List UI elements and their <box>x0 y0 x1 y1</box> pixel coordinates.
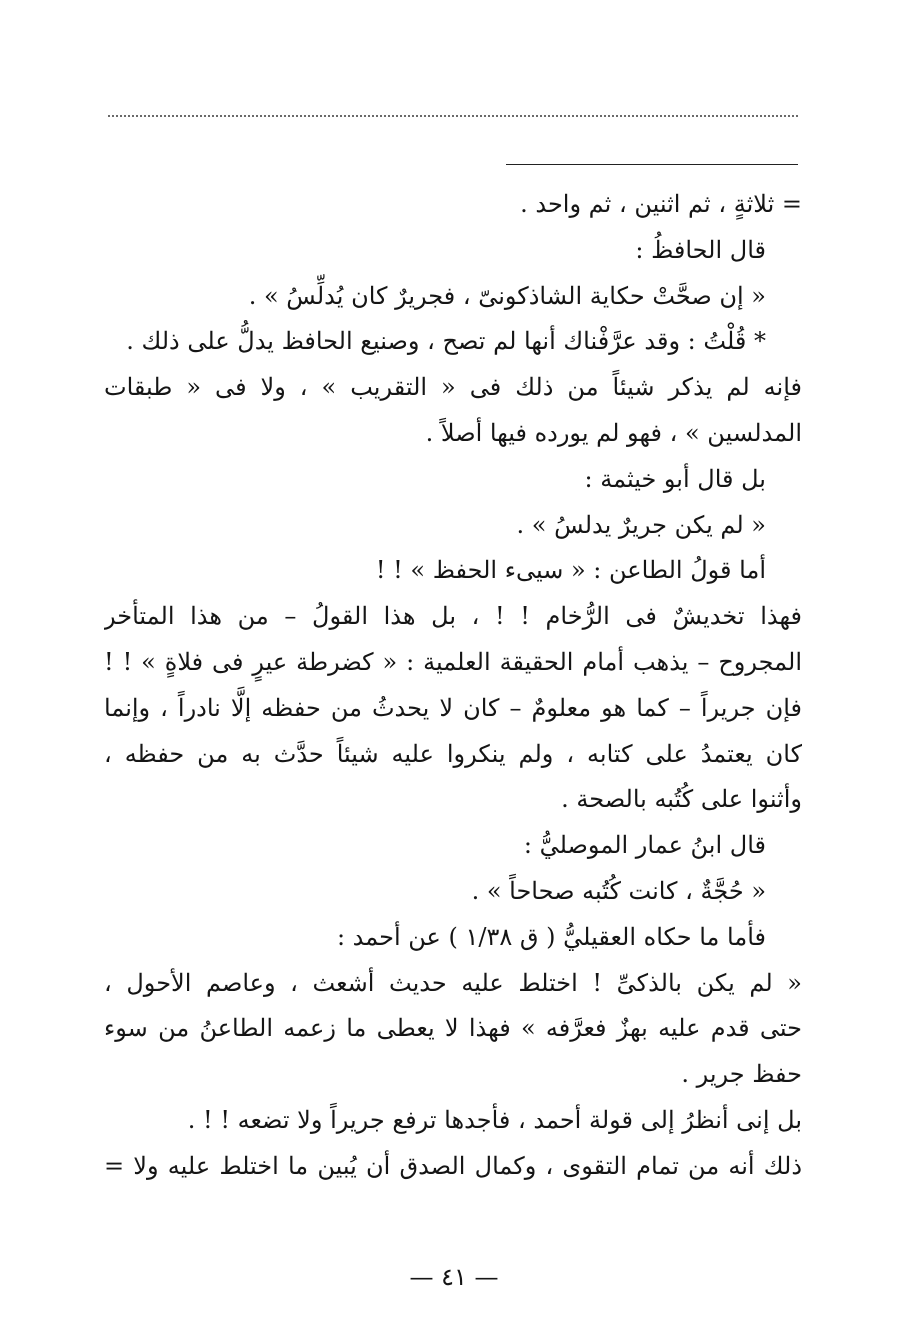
text-line: = ثلاثةٍ ، ثم اثنين ، ثم واحد . <box>520 190 802 218</box>
text-line: فإنه لم يذكر شيئاً من ذلك فى « التقريب » ، ولا فى « طبقات <box>104 373 802 402</box>
text-line: وأثنوا على كُتُبه بالصحة . <box>561 785 802 814</box>
text-line: « حُجَّةٌ ، كانت كُتُبه صحاحاً » . <box>471 876 766 905</box>
text-line: بل قال أبو خيثمة : <box>584 464 766 493</box>
text-line: « إن صحَّتْ حكاية الشاذكونىّ ، فجريرٌ كان يُدلِّسُ » . <box>248 281 766 310</box>
text-line: فأما ما حكاه العقيليُّ ( ق ١/٣٨ ) عن أحمد : <box>336 922 766 951</box>
footnote-text-block <box>104 182 802 1190</box>
text-line: كان يعتمدُ على كتابه ، ولم ينكروا عليه شيئاً حدَّث به من حفظه ، <box>104 739 802 768</box>
text-line: « لم يكن بالذكىِّ ! اختلط عليه حديث أشعث ، وعاصم الأحول ، <box>104 968 802 997</box>
text-line: « لم يكن جريرٌ يدلسُ » . <box>516 510 766 539</box>
header-dotted-rule <box>108 115 798 117</box>
text-line: بل إنى أنظرُ إلى قولة أحمد ، فأجدها ترفع جريراً ولا تضعه ! ! . <box>187 1105 802 1134</box>
text-line: حفظ جرير . <box>681 1060 802 1089</box>
text-line: أما قولُ الطاعن : « سيىء الحفظ » ! ! <box>375 556 766 585</box>
page-number: — ٤١ — <box>409 1263 499 1291</box>
text-line: حتى قدم عليه بهزٌ فعرَّفه » فهذا لا يعطى ما زعمه الطاعنُ من سوء <box>104 1014 802 1043</box>
text-line: ذلك أنه من تمام التقوى ، وكمال الصدق أن يُبين ما اختلط عليه ولا = <box>104 1151 802 1180</box>
text-line: * قُلْتُ : وقد عرَّفْناك أنها لم تصح ، وصنيع الحافظ يدلُّ على ذلك . <box>126 327 766 356</box>
text-line: المجروح – يذهب أمام الحقيقة العلمية : « كضرطة عيرٍ فى فلاةٍ » ! ! <box>104 647 802 676</box>
text-line: قال الحافظُ : <box>635 235 766 264</box>
text-line: فإن جريراً – كما هو معلومٌ – كان لا يحدثُ من حفظه إلَّا نادراً ، وإنما <box>104 693 802 722</box>
text-line: قال ابنُ عمار الموصليُّ : <box>523 831 766 860</box>
text-line: المدلسين » ، فهو لم يورده فيها أصلاً . <box>425 418 802 447</box>
footnote-separator-rule <box>506 164 798 165</box>
text-line: فهذا تخديشٌ فى الرُّخام ! ! ، بل هذا القولُ – من هذا المتأخر <box>104 602 802 631</box>
